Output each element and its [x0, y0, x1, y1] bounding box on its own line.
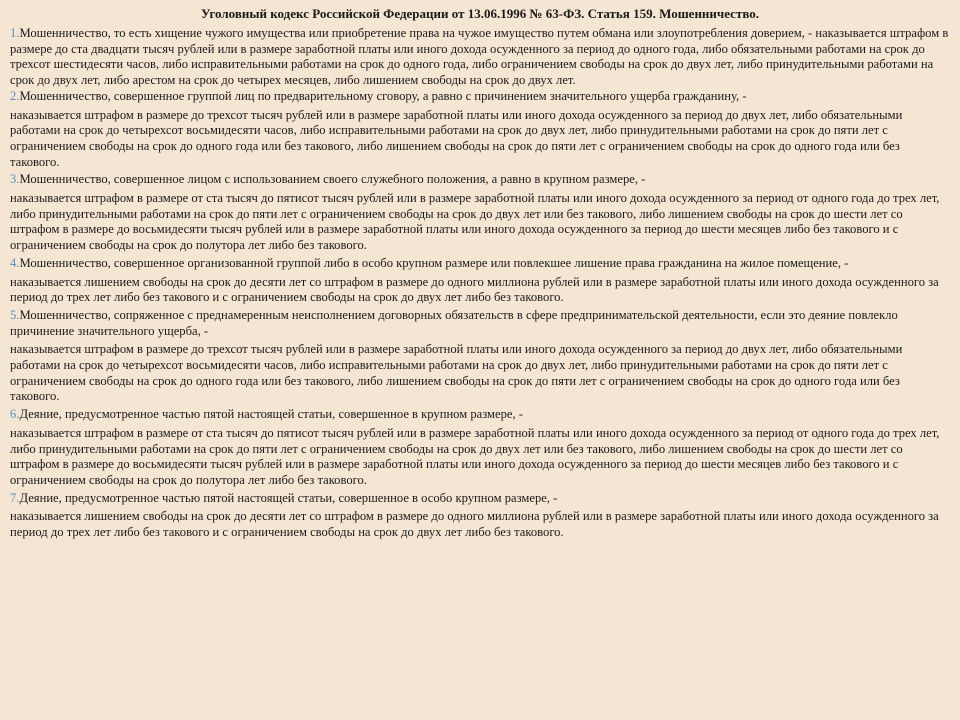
article-part-7 [10, 491, 950, 541]
part-number: 6. [10, 407, 20, 422]
part-penalty: наказывается штрафом в размере от ста тысяч до пятисот тысяч рублей или в размере заработной платы или иного дохода осужденного за период от одного года до трех лет, либо принудительными работами на срок до пяти лет с ограничением свободы на срок до двух лет или без такового, либо лишением свободы на срок до шести лет со штрафом в размере до восьмидесяти тысяч рублей или в размере заработной платы или иного дохода осужденного за период до шести месяцев либо без такового и с ограничением свободы на срок до полутора лет либо без такового. [10, 191, 940, 253]
part-number: 3. [10, 172, 20, 187]
part-number: 7. [10, 490, 20, 505]
article-part-6 [10, 407, 950, 489]
part-heading [10, 308, 950, 339]
article-body [10, 26, 950, 541]
part-text: Мошенничество, совершенное группой лиц по предварительному сговору, а равно с причинением значительного ущерба гражданину, - [19, 88, 747, 103]
part-penalty: наказывается лишением свободы на срок до десяти лет со штрафом в размере до одного миллиона рублей или в размере заработной платы или иного дохода осужденного за период до трех лет либо без такового и с ограничением свободы на срок до двух лет либо без такового. [10, 509, 939, 540]
part-text: Мошенничество, совершенное лицом с использованием своего служебного положения, а равно в крупном размере, - [19, 172, 646, 187]
part-text: Мошенничество, совершенное организованной группой либо в особо крупном размере или повлекшее лишение права гражданина на жилое помещение, - [19, 255, 849, 270]
part-heading [10, 256, 950, 272]
part-text: Деяние, предусмотренное частью пятой настоящей статьи, совершенное в особо крупном размере, - [19, 490, 558, 505]
part-penalty: наказывается штрафом в размере до трехсот тысяч рублей или в размере заработной платы или иного дохода осужденного за период до двух лет, либо обязательными работами на срок до четырехсот восьмидесяти часов, либо исправительными работами на срок до двух лет, либо принудительными работами на срок до пяти лет с ограничением свободы на срок до одного года или без такового, либо лишением свободы на срок до пяти лет с ограничением свободы на срок до одного года или без такового. [10, 107, 903, 169]
part-heading [10, 172, 950, 188]
part-text: Мошенничество, то есть хищение чужого имущества или приобретение права на чужое имущество путем обмана или злоупотребления доверием, - наказывается штрафом в размере до ста двадцати тысяч рублей или в размере заработной платы или иного дохода осужденного за период до одного года, либо обязательными работами на срок до трехсот шестидесяти часов, либо исправительными работами на срок до одного года, либо ограничением свободы на срок до двух лет, либо принудительными работами на срок до двух лет, либо арестом на срок до четырех месяцев, либо лишением свободы на срок до двух лет. [10, 26, 949, 88]
article-part-4 [10, 256, 950, 306]
document-title: Уголовный кодекс Российской Федерации от 13.06.1996 № 63-ФЗ. Статья 159. Мошенничество. [200, 6, 760, 21]
part-number: 5. [10, 307, 20, 322]
part-number: 1. [10, 26, 20, 40]
part-heading [10, 89, 950, 105]
part-penalty: наказывается лишением свободы на срок до десяти лет со штрафом в размере до одного миллиона рублей или в размере заработной платы или иного дохода осужденного за период до трех лет либо без такового и с ограничением свободы на срок до двух лет либо без такового. [10, 274, 939, 305]
article-part-3 [10, 172, 950, 254]
part-heading [10, 491, 950, 507]
part-penalty: наказывается штрафом в размере до трехсот тысяч рублей или в размере заработной платы или иного дохода осужденного за период до двух лет, либо обязательными работами на срок до четырехсот восьмидесяти часов, либо исправительными работами на срок до двух лет, либо принудительными работами на срок до пяти лет с ограничением свободы на срок до одного года или без такового, либо лишением свободы на срок до пяти лет с ограничением свободы на срок до одного года или без такового. [10, 342, 903, 404]
part-text: Мошенничество, сопряженное с преднамеренным неисполнением договорных обязательств в сфере предпринимательской деятельности, если это деяние повлекло причинение значительного ущерба, - [10, 307, 898, 338]
part-number: 2. [10, 88, 20, 103]
part-text: Деяние, предусмотренное частью пятой настоящей статьи, совершенное в крупном размере, - [19, 407, 523, 422]
part-penalty: наказывается штрафом в размере от ста тысяч до пятисот тысяч рублей или в размере заработной платы или иного дохода осужденного за период от одного года до трех лет, либо принудительными работами на срок до пяти лет с ограничением свободы на срок до двух лет или без такового, либо лишением свободы на срок до шести лет со штрафом в размере до восьмидесяти тысяч рублей или в размере заработной платы или иного дохода осужденного за период до шести месяцев либо без такового и с ограничением свободы на срок до полутора лет либо без такового. [10, 425, 940, 487]
part-heading [10, 26, 950, 89]
part-heading [10, 407, 950, 423]
article-part-1 [10, 26, 950, 89]
article-part-5 [10, 308, 950, 405]
article-part-2 [10, 89, 950, 171]
part-number: 4. [10, 255, 20, 270]
